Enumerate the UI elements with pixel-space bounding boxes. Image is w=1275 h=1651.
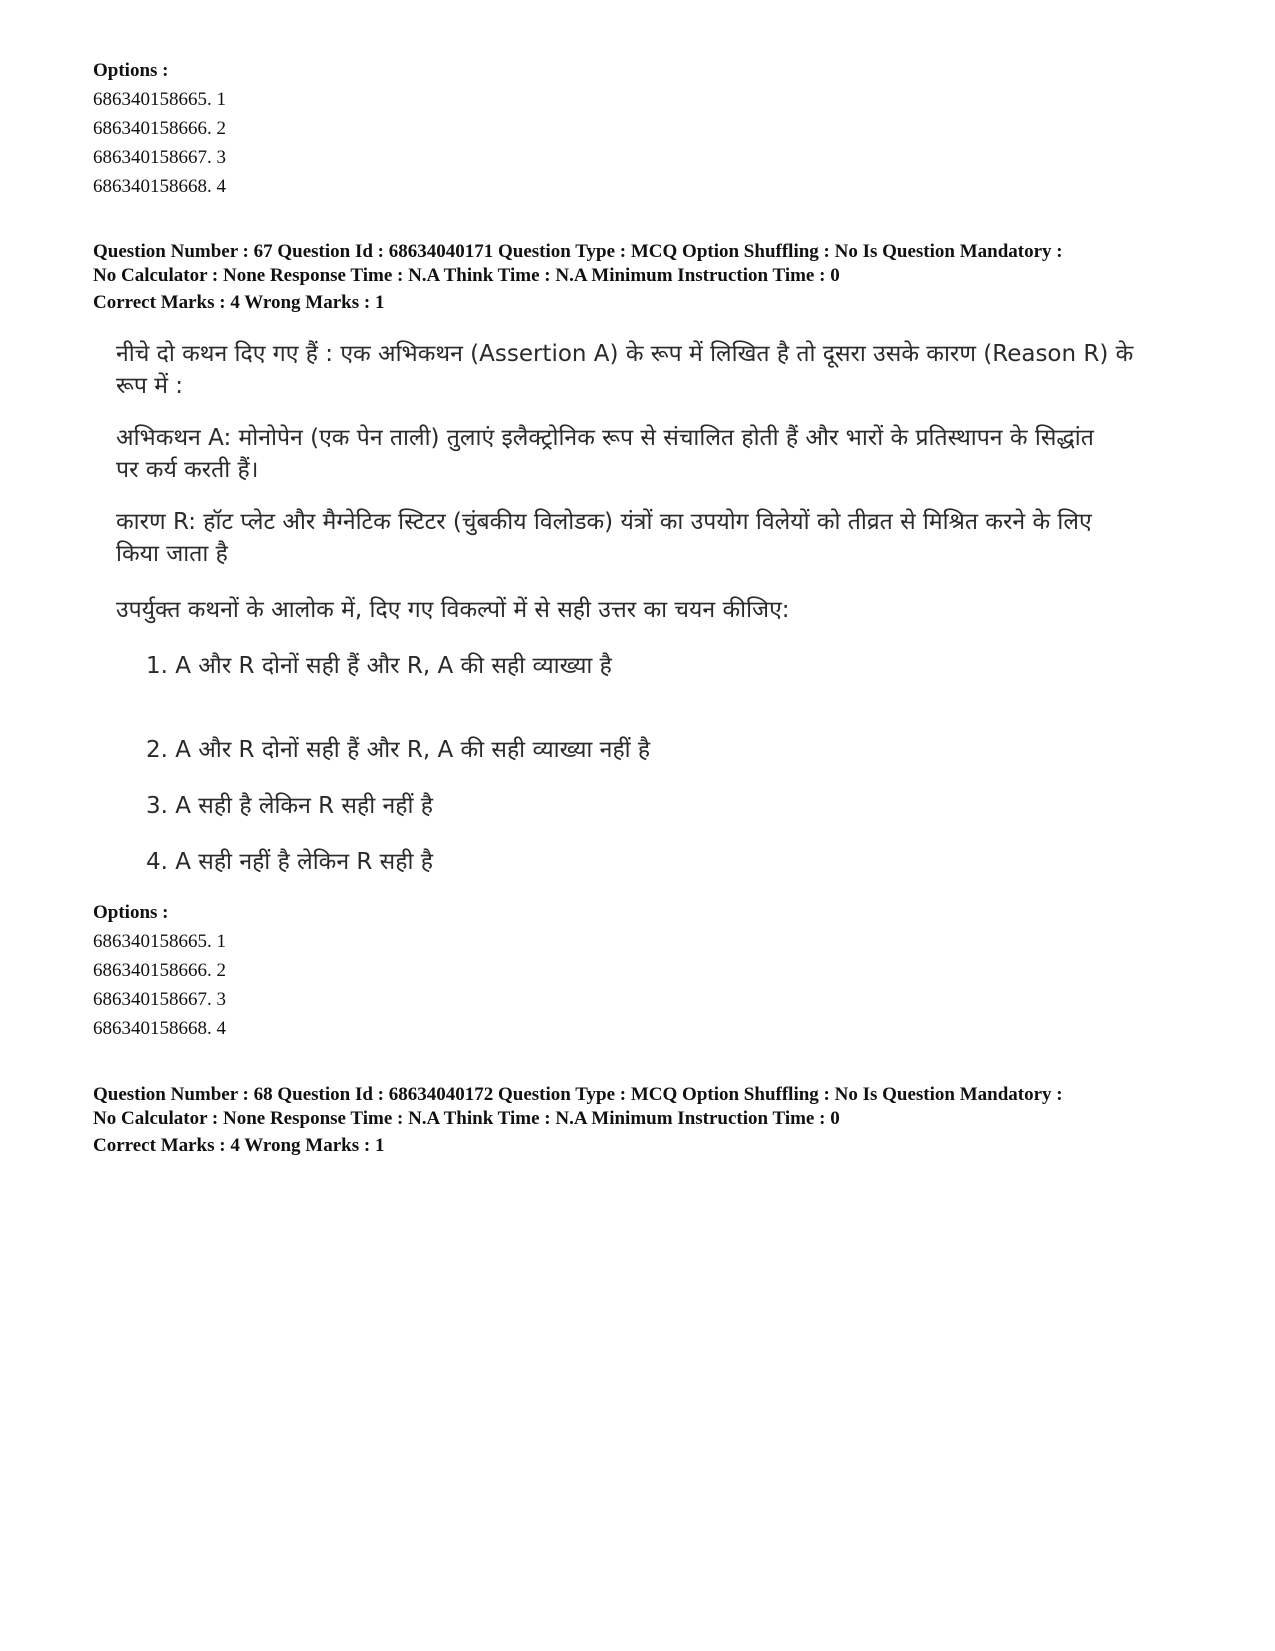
assertion-line: अभिकथन A: मोनोपेन (एक पेन ताली) तुलाएं इलैक्ट्रोनिक रूप से संचालित होती हैं और भारों के प्रतिस्थापन के सिद्धांत bbox=[116, 425, 1094, 451]
question-67-options bbox=[93, 898, 226, 1043]
question-meta-line: Question Number : 68 Question Id : 68634040172 Question Type : MCQ Option Shuffling : No Is Question Mandatory : bbox=[93, 1084, 1063, 1105]
options-heading: Options : bbox=[93, 902, 169, 923]
question-67-body bbox=[116, 338, 1176, 898]
assertion-line: पर कर्य करती हैं। bbox=[116, 457, 259, 483]
answer-choice: 4. A सही नहीं है लेकिन R सही है bbox=[146, 849, 433, 875]
answer-choice: 2. A और R दोनों सही हैं और R, A की सही व्याख्या नहीं है bbox=[146, 737, 651, 763]
answer-choice: 3. A सही है लेकिन R सही नहीं है bbox=[146, 793, 433, 819]
intro-line: नीचे दो कथन दिए गए हैं : एक अभिकथन (Assertion A) के रूप में लिखित है तो दूसरा उसके कारण (Reason R) के bbox=[116, 341, 1134, 367]
question-meta-line: No Calculator : None Response Time : N.A Think Time : N.A Minimum Instruction Time : 0 bbox=[93, 1108, 840, 1129]
question-68-header bbox=[93, 1083, 1063, 1160]
option-line: 686340158665. 1 bbox=[93, 89, 226, 110]
option-line: 686340158668. 4 bbox=[93, 176, 226, 197]
instruction-line: उपर्युक्त कथनों के आलोक में, दिए गए विकल्पों में से सही उत्तर का चयन कीजिए: bbox=[116, 597, 790, 623]
intro-line: रूप में : bbox=[116, 373, 184, 399]
option-line: 686340158668. 4 bbox=[93, 1018, 226, 1039]
option-line: 686340158665. 1 bbox=[93, 931, 226, 952]
marks-line: Correct Marks : 4 Wrong Marks : 1 bbox=[93, 1135, 385, 1156]
option-line: 686340158666. 2 bbox=[93, 118, 226, 139]
reason-line: किया जाता है bbox=[116, 541, 228, 567]
reason-line: कारण R: हॉट प्लेट और मैग्नेटिक स्टिटर (चुंबकीय विलोडक) यंत्रों का उपयोग विलेयों को तीव्रत से मिश्रित करने के लिए bbox=[116, 509, 1092, 535]
option-line: 686340158666. 2 bbox=[93, 960, 226, 981]
option-line: 686340158667. 3 bbox=[93, 989, 226, 1010]
question-meta-line: No Calculator : None Response Time : N.A Think Time : N.A Minimum Instruction Time : 0 bbox=[93, 265, 840, 286]
options-heading: Options : bbox=[93, 60, 169, 81]
marks-line: Correct Marks : 4 Wrong Marks : 1 bbox=[93, 292, 385, 313]
question-67-header bbox=[93, 240, 1063, 317]
question-meta-line: Question Number : 67 Question Id : 68634040171 Question Type : MCQ Option Shuffling : No Is Question Mandatory : bbox=[93, 241, 1063, 262]
option-line: 686340158667. 3 bbox=[93, 147, 226, 168]
answer-choice: 1. A और R दोनों सही हैं और R, A की सही व्याख्या है bbox=[146, 653, 612, 679]
top-options-block bbox=[93, 56, 226, 201]
